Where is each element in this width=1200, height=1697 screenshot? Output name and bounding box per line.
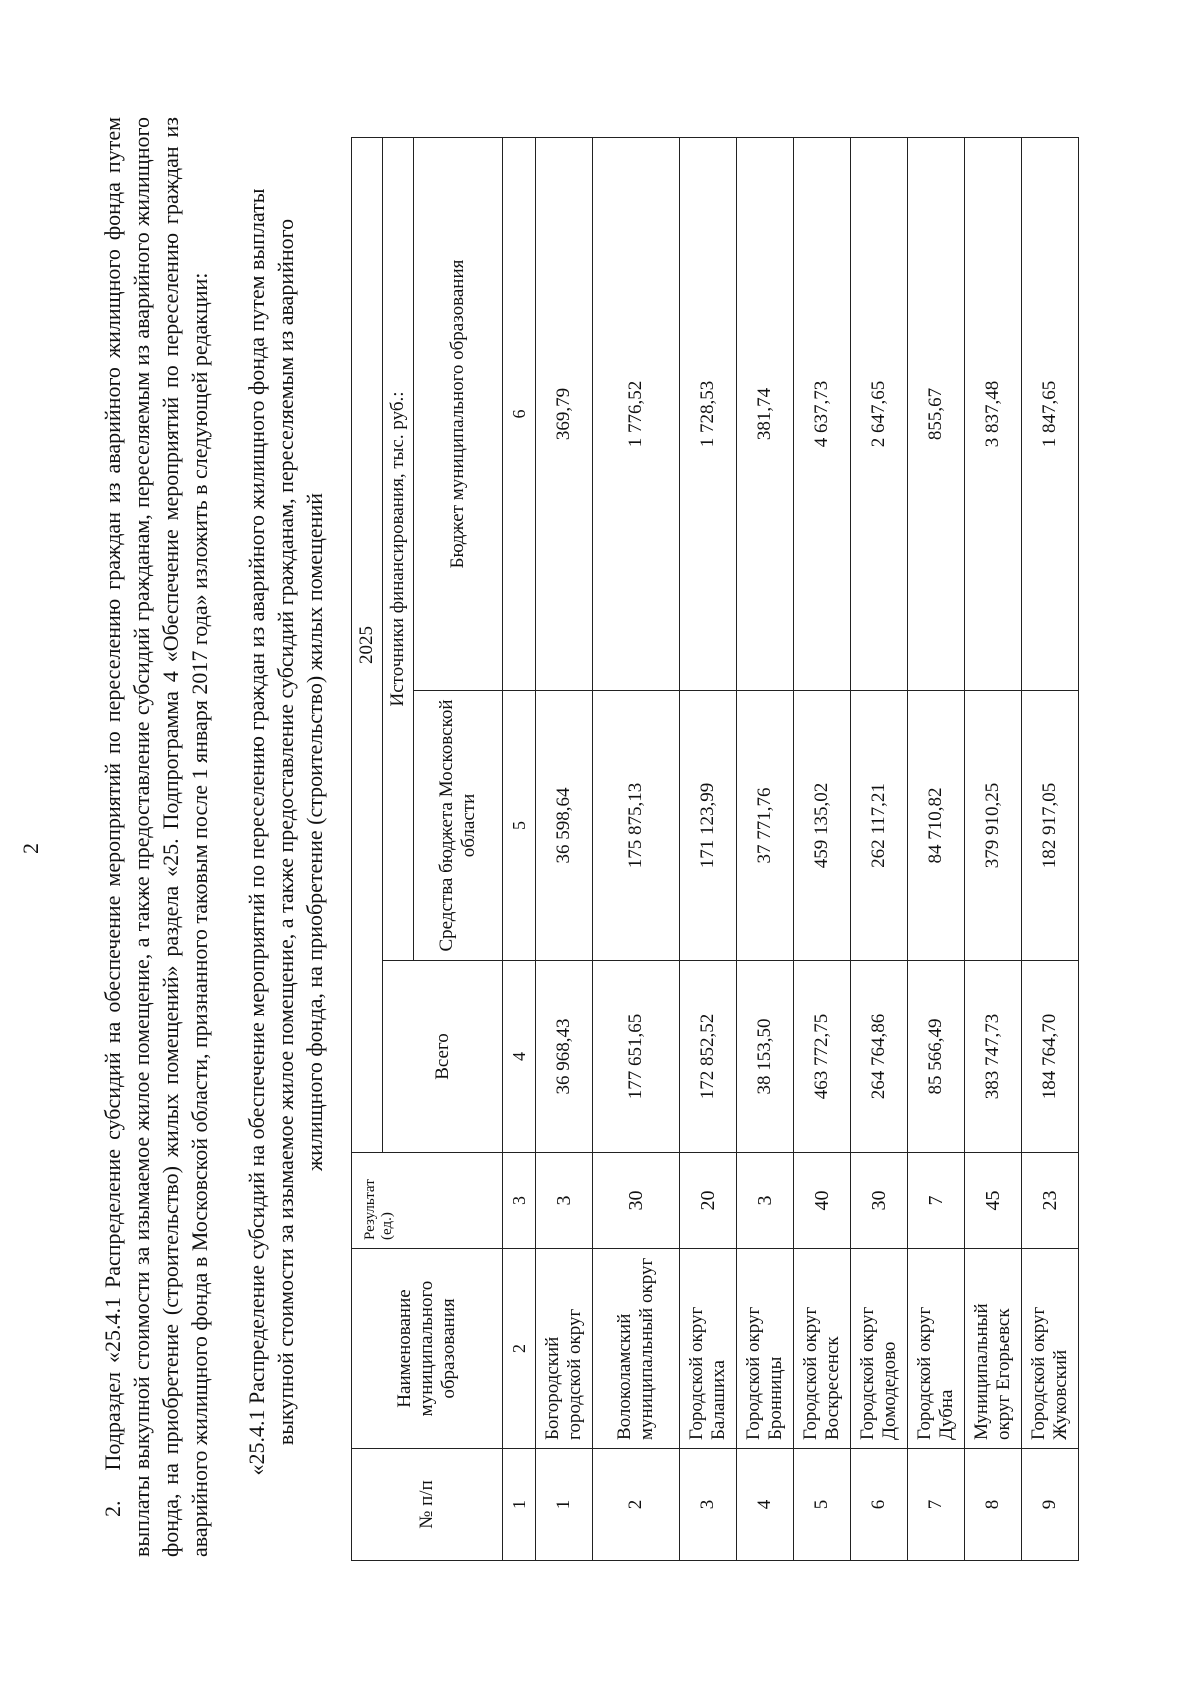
intro-text: Подраздел «25.4.1 Распределение субсидий на обеспечение мероприятий по переселению граждан из аварийного жилищного фонда путем выплаты выкупной стоимости за изымаемое жилое помещение, а также предоставление субсидий гражданам, переселяемым из аварийного жилищного фонда, на приобретение (строительство) жилых помещений» раздела «25. Подпрограмма 4 «Обеспечение мероприятий по переселению граждан из аварийного жилищного фонда в Московской области, признанного таковым после 1 января 2017 года» изложить в следующей редакции: [100, 117, 212, 1557]
regional-budget-cell: 175 875,13 [593, 691, 680, 961]
row-number-cell: 9 [1022, 1449, 1079, 1561]
result-cell: 45 [965, 1153, 1022, 1249]
total-cell: 184 764,70 [1022, 961, 1079, 1153]
header-municipal: Бюджет муниципального образования [414, 137, 503, 690]
row-number-cell: 4 [737, 1449, 794, 1561]
table-body [503, 137, 1079, 1560]
distribution-table [351, 137, 1079, 1561]
header-total: Всего [383, 961, 503, 1153]
municipality-name-cell: Волоколамский муниципальный округ [593, 1249, 680, 1449]
municipal-budget-cell: 381,74 [737, 137, 794, 690]
result-cell: 30 [593, 1153, 680, 1249]
table-row [680, 137, 737, 1560]
header-sources: Источники финансирования, тыс. руб.: [383, 137, 414, 960]
result-cell: 20 [680, 1153, 737, 1249]
column-number: 1 [503, 1449, 536, 1561]
regional-budget-cell: 459 135,02 [794, 691, 851, 961]
municipal-budget-cell: 1 847,65 [1022, 137, 1079, 690]
row-number-cell: 8 [965, 1449, 1022, 1561]
column-number-row [503, 137, 536, 1560]
regional-budget-cell: 379 910,25 [965, 691, 1022, 961]
municipality-name-cell: Городской округ Дубна [908, 1249, 965, 1449]
page-number: 2 [18, 843, 43, 854]
regional-budget-cell: 262 117,21 [851, 691, 908, 961]
municipal-budget-cell: 2 647,65 [851, 137, 908, 690]
column-number: 3 [503, 1153, 536, 1249]
row-number-cell: 7 [908, 1449, 965, 1561]
total-cell: 383 747,73 [965, 961, 1022, 1153]
regional-budget-cell: 171 123,99 [680, 691, 737, 961]
municipality-name-cell: Городской округ Балашиха [680, 1249, 737, 1449]
municipal-budget-cell: 369,79 [536, 137, 593, 690]
row-number-cell: 2 [593, 1449, 680, 1561]
result-cell: 7 [908, 1153, 965, 1249]
result-cell: 3 [536, 1153, 593, 1249]
item-number: 2. [100, 1500, 125, 1517]
section-heading: «25.4.1 Распределение субсидий на обеспечение мероприятий по переселению граждан из аварийного жилищного фонда путем выплаты выкупной стоимости за изымаемое жилое помещение, а также предоставление субсидий гражданам, переселяемым из аварийного жилищного фонда, на приобретение (строительство) жилых помещений [244, 188, 327, 1476]
header-result: Результат (ед.) [352, 1153, 503, 1249]
total-cell: 36 968,43 [536, 961, 593, 1153]
municipal-budget-cell: 3 837,48 [965, 137, 1022, 690]
table-row [536, 137, 593, 1560]
result-cell: 40 [794, 1153, 851, 1249]
header-number: № п/п [352, 1449, 503, 1561]
result-cell: 30 [851, 1153, 908, 1249]
column-number: 2 [503, 1249, 536, 1449]
municipal-budget-cell: 1 776,52 [593, 137, 680, 690]
municipality-name-cell: Городской округ Домодедово [851, 1249, 908, 1449]
column-number: 5 [503, 691, 536, 961]
municipality-name-cell: Городской округ Воскресенск [794, 1249, 851, 1449]
total-cell: 463 772,75 [794, 961, 851, 1153]
regional-budget-cell: 84 710,82 [908, 691, 965, 961]
table-row [965, 137, 1022, 1560]
row-number-cell: 6 [851, 1449, 908, 1561]
row-number-cell: 1 [536, 1449, 593, 1561]
table-row [1022, 137, 1079, 1560]
total-cell: 85 566,49 [908, 961, 965, 1153]
column-number: 6 [503, 137, 536, 690]
regional-budget-cell: 36 598,64 [536, 691, 593, 961]
municipal-budget-cell: 1 728,53 [680, 137, 737, 690]
municipality-name-cell: Богородский городской округ [536, 1249, 593, 1449]
total-cell: 264 764,86 [851, 961, 908, 1153]
result-cell: 3 [737, 1153, 794, 1249]
total-cell: 38 153,50 [737, 961, 794, 1153]
total-cell: 177 651,65 [593, 961, 680, 1153]
table-row [737, 137, 794, 1560]
municipality-name-cell: Муниципальный округ Егорьевск [965, 1249, 1022, 1449]
regional-budget-cell: 182 917,05 [1022, 691, 1079, 961]
intro-paragraph [98, 117, 214, 1557]
row-number-cell: 3 [680, 1449, 737, 1561]
regional-budget-cell: 37 771,76 [737, 691, 794, 961]
total-cell: 172 852,52 [680, 961, 737, 1153]
header-name: Наименование муниципального образования [352, 1249, 503, 1449]
municipality-name-cell: Городской округ Бронницы [737, 1249, 794, 1449]
municipal-budget-cell: 4 637,73 [794, 137, 851, 690]
table-row [908, 137, 965, 1560]
result-cell: 23 [1022, 1153, 1079, 1249]
table-row [851, 137, 908, 1560]
header-regional: Средства бюджета Московской области [414, 691, 503, 961]
column-number: 4 [503, 961, 536, 1153]
row-number-cell: 5 [794, 1449, 851, 1561]
table-row [794, 137, 851, 1560]
municipal-budget-cell: 855,67 [908, 137, 965, 690]
municipality-name-cell: Городской округ Жуковский [1022, 1249, 1079, 1449]
table-row [593, 137, 680, 1560]
header-year: 2025 [352, 137, 383, 1152]
